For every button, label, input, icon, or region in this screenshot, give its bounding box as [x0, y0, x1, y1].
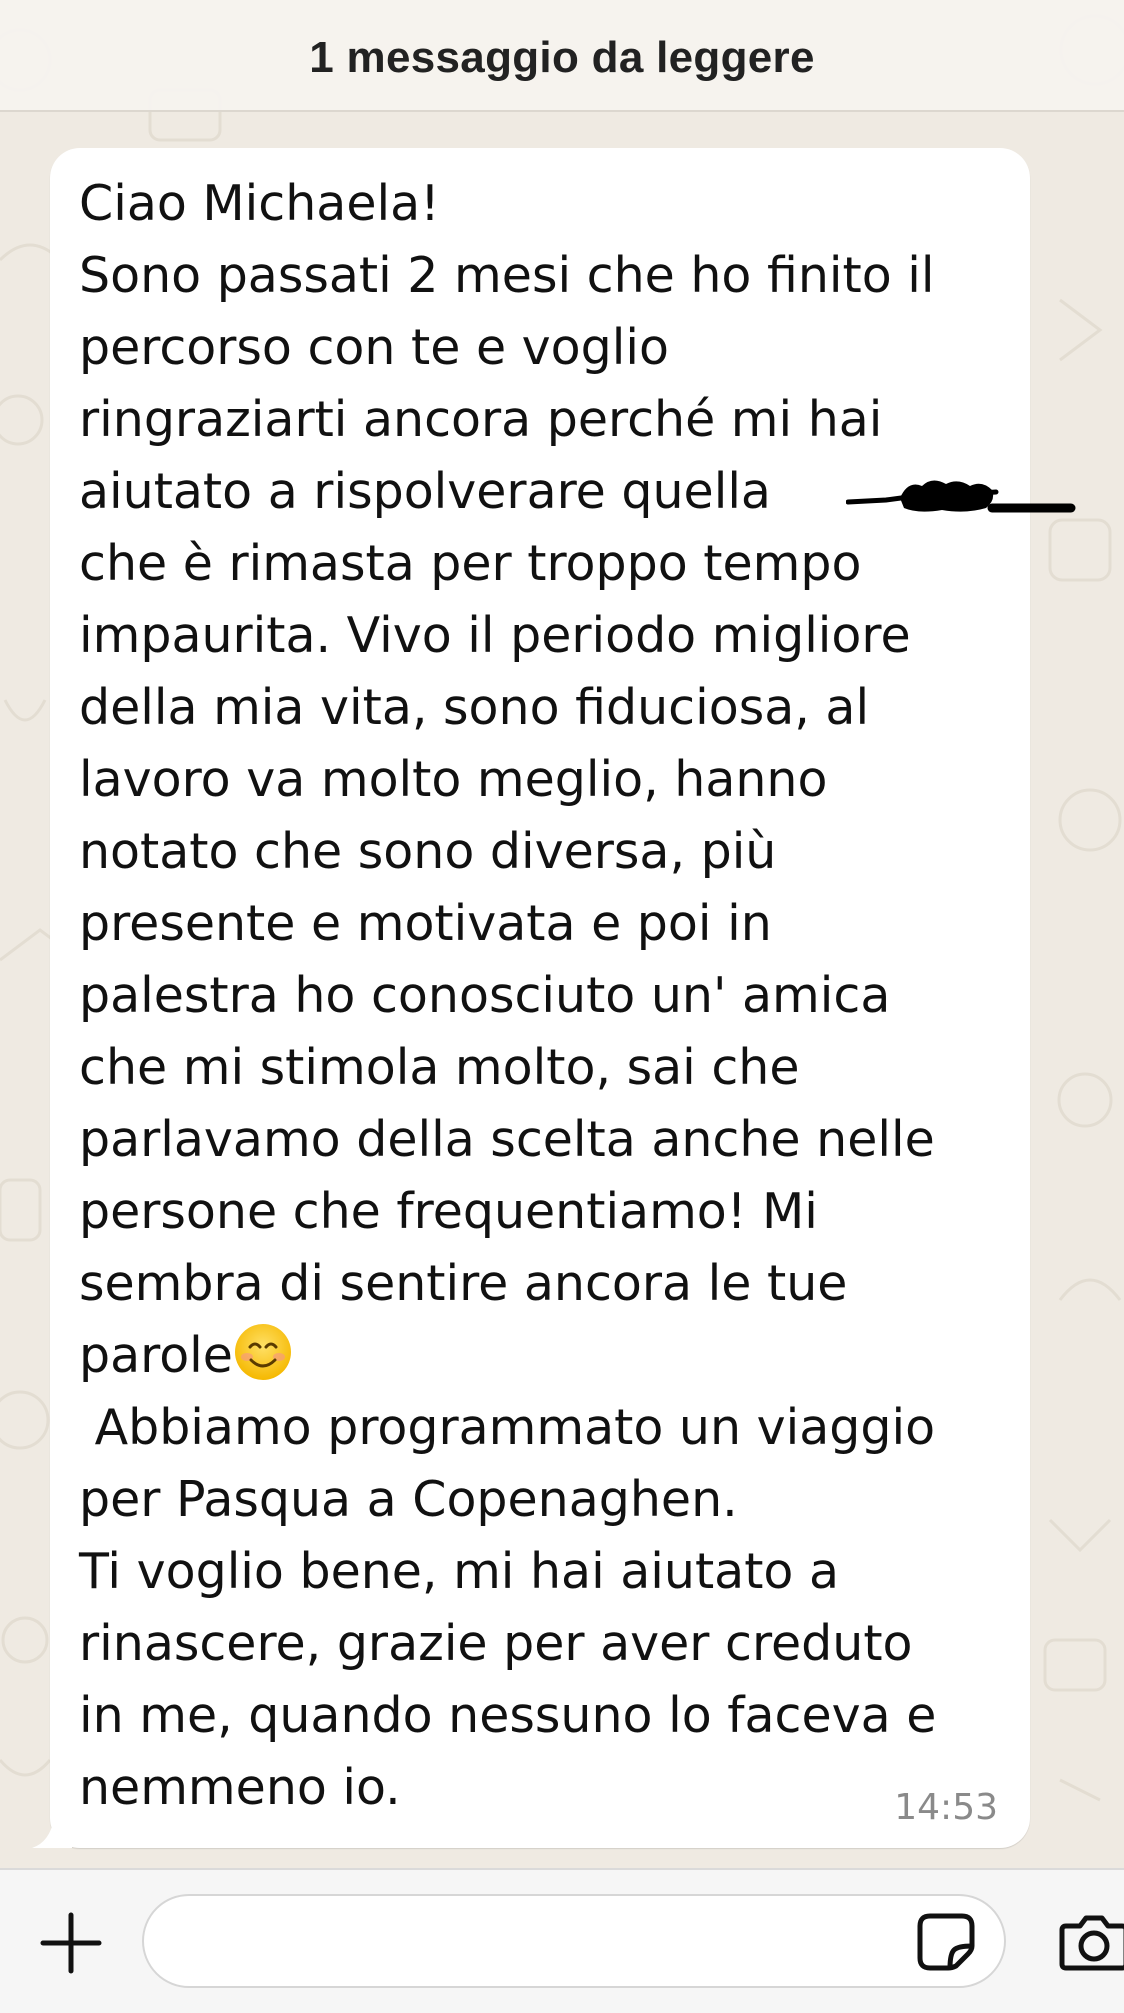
message-input-bar: [0, 1868, 1124, 2013]
smiling-face-icon: [233, 1322, 293, 1382]
message-line: presente e motivata e poi in: [79, 895, 772, 952]
message-text: [79, 168, 1024, 1824]
sticker-button[interactable]: [914, 1910, 978, 1974]
message-line: aiutato a rispolverare quella: [79, 463, 771, 520]
message-line: Sono passati 2 mesi che ho finito il: [79, 247, 935, 304]
message-input[interactable]: [174, 1896, 878, 1988]
message-line: percorso con te e voglio: [79, 319, 669, 376]
message-line: della mia vita, sono fiduciosa, al: [79, 679, 870, 736]
unread-messages-banner: [0, 0, 1124, 112]
message-line: Ciao Michaela!: [79, 175, 440, 232]
message-line: Abbiamo programmato un viaggio: [79, 1399, 936, 1456]
message-line: parole: [79, 1327, 233, 1384]
message-line: parlavamo della scelta anche nelle: [79, 1111, 935, 1168]
message-timestamp: 14:53: [894, 1787, 998, 1828]
bubble-tail: [32, 1808, 72, 1848]
redaction-scribble: [846, 466, 1076, 526]
message-line: che mi stimola molto, sai che: [79, 1039, 800, 1096]
message-line: lavoro va molto meglio, hanno: [79, 751, 828, 808]
camera-button[interactable]: [1058, 1906, 1124, 1976]
message-line: in me, quando nessuno lo faceva e: [79, 1687, 937, 1744]
message-line: nemmeno io.: [79, 1759, 401, 1816]
message-line: che è rimasta per troppo tempo: [79, 535, 862, 592]
unread-messages-label: 1 messaggio da leggere: [309, 33, 815, 82]
sticker-icon: [914, 1910, 978, 1974]
message-line: impaurita. Vivo il periodo migliore: [79, 607, 911, 664]
message-line: palestra ho conosciuto un' amica: [79, 967, 891, 1024]
message-line: Ti voglio bene, mi hai aiutato a: [79, 1543, 840, 1600]
message-line: sembra di sentire ancora le tue: [79, 1255, 848, 1312]
attach-plus-button[interactable]: [36, 1908, 106, 1978]
message-line: notato che sono diversa, più: [79, 823, 777, 880]
message-text-field[interactable]: [142, 1894, 1006, 1988]
message-line: persone che frequentiamo! Mi: [79, 1183, 818, 1240]
message-line: ringraziarti ancora perché mi hai: [79, 391, 883, 448]
plus-icon: [39, 1911, 103, 1975]
message-line: per Pasqua a Copenaghen.: [79, 1471, 738, 1528]
camera-icon: [1058, 1906, 1124, 1976]
message-line: rinascere, grazie per aver creduto: [79, 1615, 913, 1672]
incoming-message-bubble[interactable]: [50, 148, 1030, 1848]
